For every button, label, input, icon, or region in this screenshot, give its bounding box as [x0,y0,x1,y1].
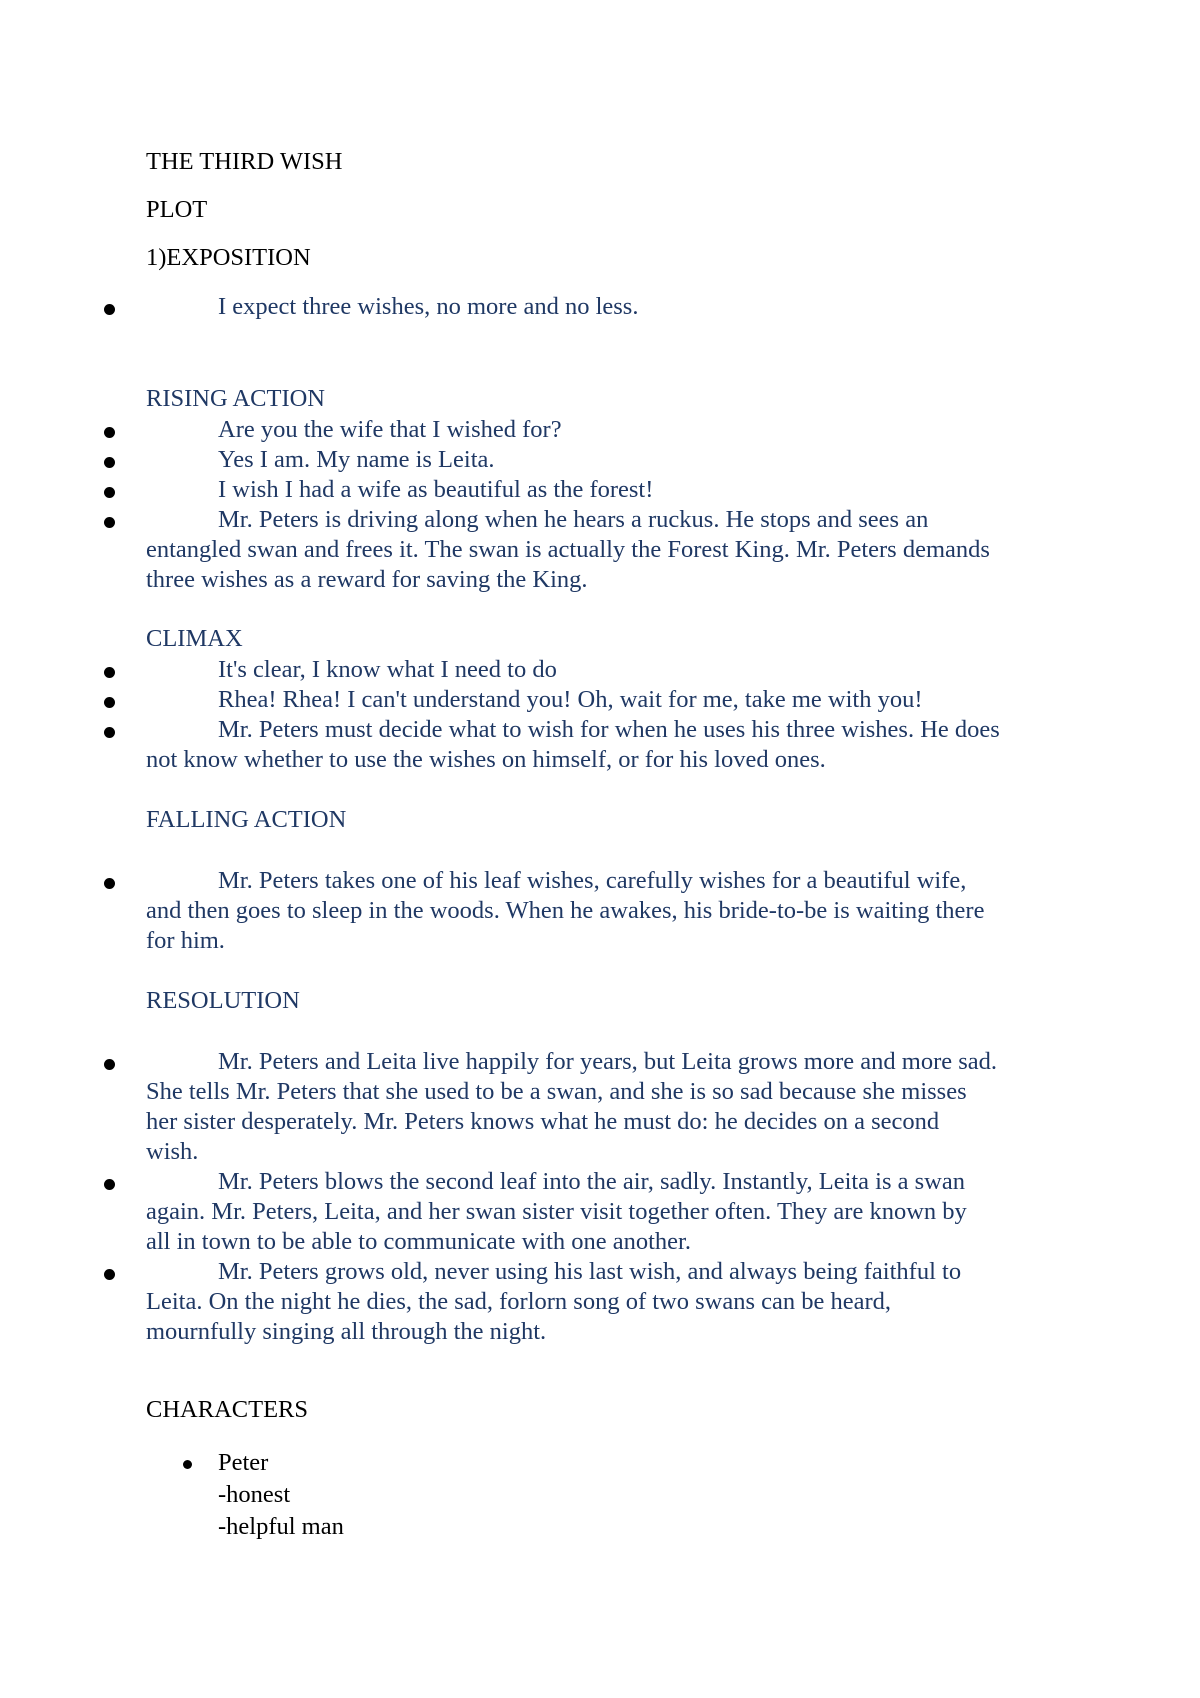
bullet-icon [104,697,115,708]
climax-heading: CLIMAX [146,625,243,652]
resolution-item-line: Mr. Peters blows the second leaf into the air, sadly. Instantly, Leita is a swan [218,1168,965,1195]
bullet-icon [104,427,115,438]
falling-action-item-line: and then goes to sleep in the woods. When he awakes, his bride-to-be is waiting there [146,897,985,924]
resolution-item-line: again. Mr. Peters, Leita, and her swan sister visit together often. They are known by [146,1198,967,1225]
rising-action-item: I wish I had a wife as beautiful as the forest! [218,476,654,503]
bullet-icon [104,304,115,315]
bullet-icon [183,1460,192,1469]
character-trait: -helpful man [218,1513,344,1540]
bullet-icon [104,1179,115,1190]
falling-action-item-line: Mr. Peters takes one of his leaf wishes, carefully wishes for a beautiful wife, [218,867,967,894]
climax-item-line: Mr. Peters must decide what to wish for when he uses his three wishes. He does [218,716,1000,743]
climax-item: It's clear, I know what I need to do [218,656,557,683]
character-trait: -honest [218,1481,291,1508]
rising-action-item-line: Mr. Peters is driving along when he hears a ruckus. He stops and sees an [218,506,929,533]
bullet-icon [104,517,115,528]
exposition-item: I expect three wishes, no more and no less. [218,293,639,320]
bullet-icon [104,727,115,738]
resolution-item-line: mournfully singing all through the night. [146,1318,547,1345]
exposition-heading: 1)EXPOSITION [146,244,311,271]
resolution-item-line: Leita. On the night he dies, the sad, forlorn song of two swans can be heard, [146,1288,892,1315]
resolution-item-line: wish. [146,1138,199,1165]
climax-item-line: not know whether to use the wishes on himself, or for his loved ones. [146,746,826,773]
rising-action-heading: RISING ACTION [146,385,325,412]
bullet-icon [104,457,115,468]
falling-action-item-line: for him. [146,927,225,954]
resolution-item-line: Mr. Peters and Leita live happily for years, but Leita grows more and more sad. [218,1048,998,1075]
resolution-heading: RESOLUTION [146,987,300,1014]
bullet-icon [104,667,115,678]
climax-item: Rhea! Rhea! I can't understand you! Oh, wait for me, take me with you! [218,686,923,713]
rising-action-item-line: entangled swan and frees it. The swan is actually the Forest King. Mr. Peters demands [146,536,990,563]
resolution-item-line: her sister desperately. Mr. Peters knows what he must do: he decides on a second [146,1108,940,1135]
bullet-icon [104,1059,115,1070]
rising-action-item: Are you the wife that I wished for? [218,416,562,443]
bullet-icon [104,487,115,498]
rising-action-item: Yes I am. My name is Leita. [218,446,495,473]
falling-action-heading: FALLING ACTION [146,806,347,833]
character-name: Peter [218,1449,269,1476]
characters-heading: CHARACTERS [146,1396,309,1423]
bullet-icon [104,1269,115,1280]
resolution-item-line: Mr. Peters grows old, never using his last wish, and always being faithful to [218,1258,962,1285]
document-title: THE THIRD WISH [146,148,343,175]
plot-label: PLOT [146,196,208,223]
resolution-item-line: She tells Mr. Peters that she used to be a swan, and she is so sad because she misses [146,1078,967,1105]
rising-action-item-line: three wishes as a reward for saving the King. [146,566,588,593]
bullet-icon [104,878,115,889]
resolution-item-line: all in town to be able to communicate with one another. [146,1228,691,1255]
